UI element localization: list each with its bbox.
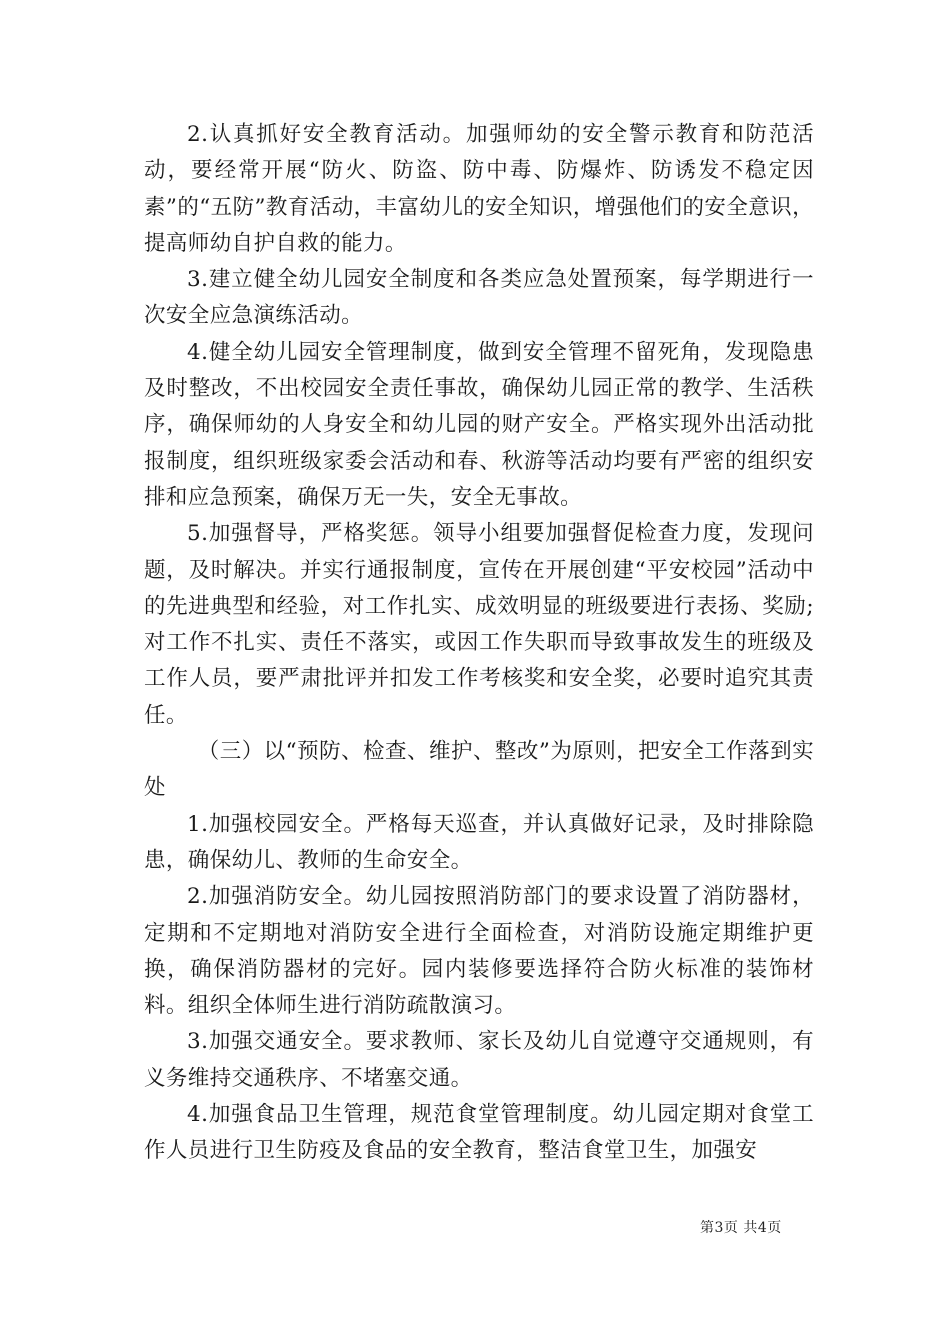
- paragraph-item-1-campus-safety: 1.加强校园安全。严格每天巡查，并认真做好记录，及时排除隐患，确保幼儿、教师的生命安全。: [144, 811, 814, 873]
- section-heading-3: （三）以“预防、检查、维护、整改”为原则，把安全工作落到实处: [144, 739, 814, 801]
- page-number-footer: 第3页 共4页: [700, 1220, 782, 1236]
- document-body: [144, 117, 814, 1170]
- paragraph-item-5-supervision: 5.加强督导，严格奖惩。领导小组要加强督促检查力度，发现问题，及时解决。并实行通报制度，宣传在开展创建“平安校园”活动中的先进典型和经验，对工作扎实、成效明显的班级要进行表扬、奖励;对工作不扎实、责任不落实，或因工作失职而导致事故发生的班级及工作人员，要严肃批评并扣发工作考核奖和安全奖，必要时追究其责任。: [144, 521, 814, 728]
- paragraph-item-3-traffic-safety: 3.加强交通安全。要求教师、家长及幼儿自觉遵守交通规则，有义务维持交通秩序、不堵塞交通。: [144, 1029, 814, 1091]
- paragraph-item-2-fire-safety: 2.加强消防安全。幼儿园按照消防部门的要求设置了消防器材，定期和不定期地对消防安全进行全面检查，对消防设施定期维护更换，确保消防器材的完好。园内装修要选择符合防火标准的装饰材料。组织全体师生进行消防疏散演习。: [144, 884, 814, 1019]
- paragraph-item-3-emergency-plans: 3.建立健全幼儿园安全制度和各类应急处置预案，每学期进行一次安全应急演练活动。: [144, 267, 814, 329]
- paragraph-item-4-food-hygiene: 4.加强食品卫生管理，规范食堂管理制度。幼儿园定期对食堂工作人员进行卫生防疫及食品的安全教育，整洁食堂卫生，加强安: [144, 1102, 814, 1164]
- paragraph-item-4-safety-management: 4.健全幼儿园安全管理制度，做到安全管理不留死角，发现隐患及时整改，不出校园安全责任事故，确保幼儿园正常的教学、生活秩序，确保师幼的人身安全和幼儿园的财产安全。严格实现外出活动批报制度，组织班级家委会活动和春、秋游等活动均要有严密的组织安排和应急预案，确保万无一失，安全无事故。: [144, 339, 814, 510]
- paragraph-item-2-safety-education: 2.认真抓好安全教育活动。加强师幼的安全警示教育和防范活动，要经常开展“防火、防盗、防中毒、防爆炸、防诱发不稳定因素”的“五防”教育活动，丰富幼儿的安全知识，增强他们的安全意识，提高师幼自护自救的能力。: [144, 122, 814, 256]
